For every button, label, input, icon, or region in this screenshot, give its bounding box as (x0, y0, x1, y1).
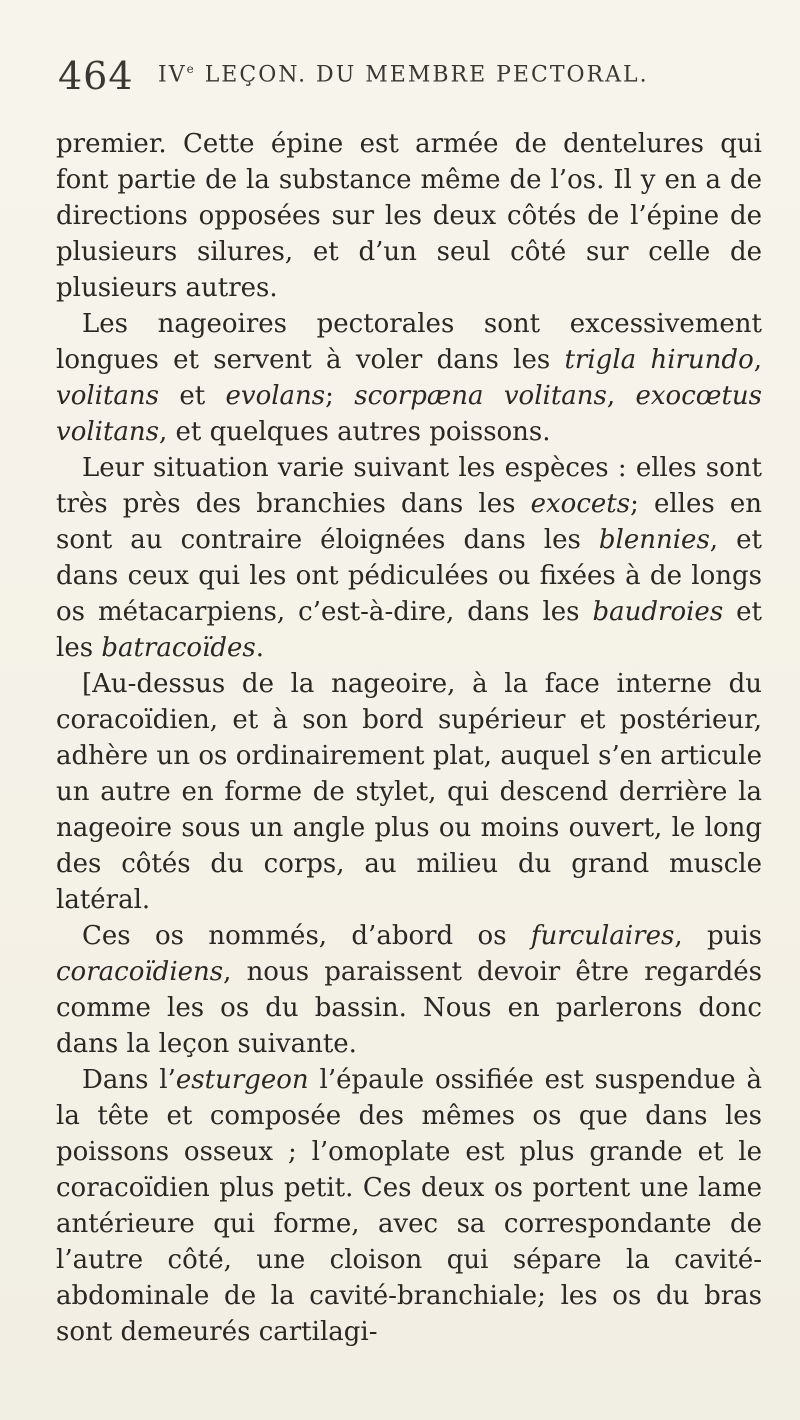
italic-term: blennies (598, 525, 710, 555)
running-head-title: LEÇON. DU MEMBRE PECTORAL. (204, 62, 649, 88)
paragraph-sturgeon (56, 1062, 762, 1350)
text-run: , nous paraissent devoir être regardés comme les os du bassin. Nous en parlerons donc dans la leçon suivante. (56, 957, 762, 1059)
text-run: Ces os nommés, d’abord os (82, 921, 531, 951)
text-run: , (753, 345, 762, 375)
page-number: 464 (58, 54, 134, 98)
text-run: [Au-dessus de la nageoire, à la face interne du coracoïdien, et à son bord supérieur et postérieur, adhère un os ordinairement plat, auquel s’en articule un autre en forme de stylet, qui descend derrière la nageoire sous un angle plus ou moins ouvert, le long des côtés du corps, au milieu du grand muscle latéral. (56, 669, 762, 915)
italic-term: volitans (56, 381, 160, 411)
text-run: , et quelques autres poissons. (159, 417, 551, 447)
text-run: , (606, 381, 636, 411)
italic-term: baudroies (592, 597, 724, 627)
text-run: l’épaule ossifiée est suspendue à la tête et composée des mêmes os que dans les poissons osseux ; l’omoplate est plus grande et le coracoïdien plus petit. Ces deux os portent une lame antérieure qui forme, avec sa correspondante de l’autre côté, une cloison qui sépare la cavité-abdominale de la cavité-branchiale; les os du bras sont demeurés cartilagi- (56, 1065, 763, 1347)
text-run: , puis (674, 921, 763, 951)
paragraph-situation (56, 450, 762, 666)
italic-term: batracoïdes (101, 633, 256, 663)
text-run: premier. Cette épine est armée de dentelures qui font partie de la substance même de l’os. Il y en a de directions opposées sur les deux côtés de l’épine de plusieurs silures, et d’un seul côté sur celle de plusieurs autres. (56, 129, 762, 303)
text-run: Les nageoires pectorales sont excessivement longues et servent à voler dans les (56, 309, 762, 375)
italic-term: furculaires (530, 921, 675, 951)
text-run: ; (325, 381, 355, 411)
text-run: . (255, 633, 265, 663)
paragraph-above-fin (56, 666, 762, 918)
italic-term: esturgeon (175, 1065, 309, 1095)
italic-term: exocets (530, 489, 631, 519)
body-text (56, 126, 762, 1350)
lesson-ordinal: IV (158, 62, 187, 88)
text-run: et les (56, 597, 762, 663)
paragraph-pectoral-fins (56, 306, 762, 450)
page-header (58, 48, 758, 108)
italic-term: scorpæna volitans (354, 381, 607, 411)
italic-term: trigla hirundo (564, 345, 754, 375)
text-run: et (159, 381, 226, 411)
paragraph-continuation (56, 126, 762, 306)
paragraph-pelvic-bones (56, 918, 762, 1062)
running-head (158, 62, 649, 87)
text-run: Leur situation varie suivant les espèces : elles sont très près des branchies dans les (56, 453, 762, 519)
italic-term: evolans (225, 381, 326, 411)
text-run: ; elles en sont au contraire éloignées dans les (56, 489, 762, 555)
lesson-ordinal-suffix: e (186, 62, 196, 76)
italic-term: coracoïdiens (56, 957, 224, 987)
italic-term: exocœtus volitans (56, 381, 762, 447)
text-run: Dans l’ (82, 1065, 176, 1095)
text-run: , et dans ceux qui les ont pédiculées ou fixées à de longs os métacarpiens, c’est-à-dire, dans les (56, 525, 762, 627)
